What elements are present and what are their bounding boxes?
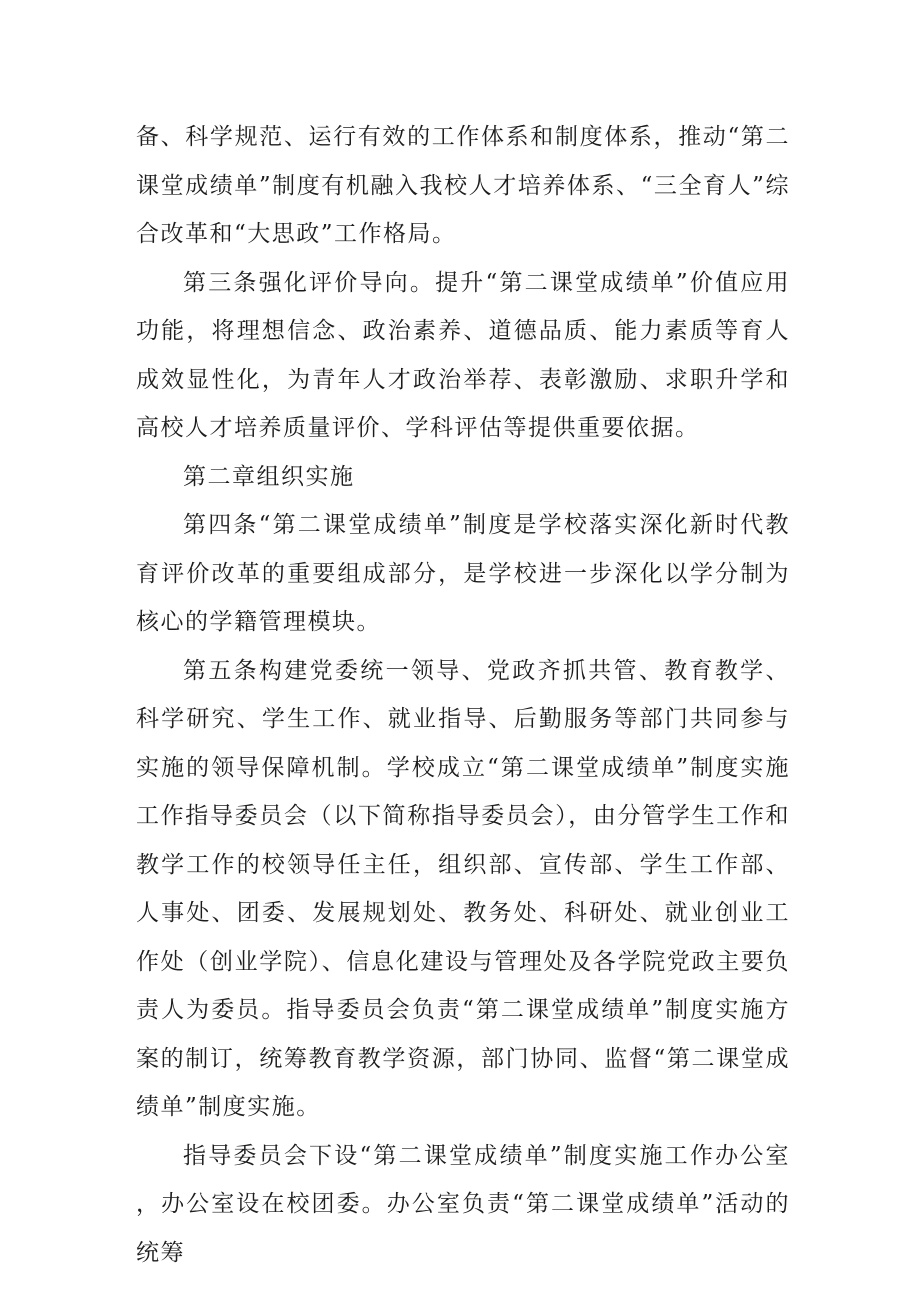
paragraph-office: 指导委员会下设“第二课堂成绩单”制度实施工作办公室，办公室设在校团委。办公室负责“第二课堂成绩单”活动的统筹 xyxy=(136,1142,790,1266)
paragraph-continuation: 备、科学规范、运行有效的工作体系和制度体系，推动“第二课堂成绩单”制度有机融入我校人才培养体系、“三全育人”综合改革和“大思政”工作格局。 xyxy=(136,124,790,247)
paragraph-article-5: 第五条构建党委统一领导、党政齐抓共管、教育教学、科学研究、学生工作、就业指导、后勤服务等部门共同参与实施的领导保障机制。学校成立“第二课堂成绩单”制度实施工作指导委员会（以下简称指导委员会），由分管学生工作和教学工作的校领导任主任，组织部、宣传部、学生工作部、人事处、团委、发展规划处、教务处、科研处、就业创业工作处（创业学院）、信息化建设与管理处及各学院党政主要负责人为委员。指导委员会负责“第二课堂成绩单”制度实施方案的制订，统筹教育教学资源，部门协同、监督“第二课堂成绩单”制度实施。 xyxy=(136,657,790,1120)
paragraph-article-4: 第四条“第二课堂成绩单”制度是学校落实深化新时代教育评价改革的重要组成部分，是学校进一步深化以学分制为核心的学籍管理模块。 xyxy=(136,512,790,635)
document-body xyxy=(136,113,790,1277)
paragraph-article-3: 第三条强化评价导向。提升“第二课堂成绩单”价值应用功能，将理想信念、政治素养、道德品质、能力素质等育人成效显性化，为青年人才政治举荐、表彰激励、求职升学和高校人才培养质量评价、学科评估等提供重要依据。 xyxy=(136,269,790,441)
chapter-heading: 第二章组织实施 xyxy=(183,463,355,490)
